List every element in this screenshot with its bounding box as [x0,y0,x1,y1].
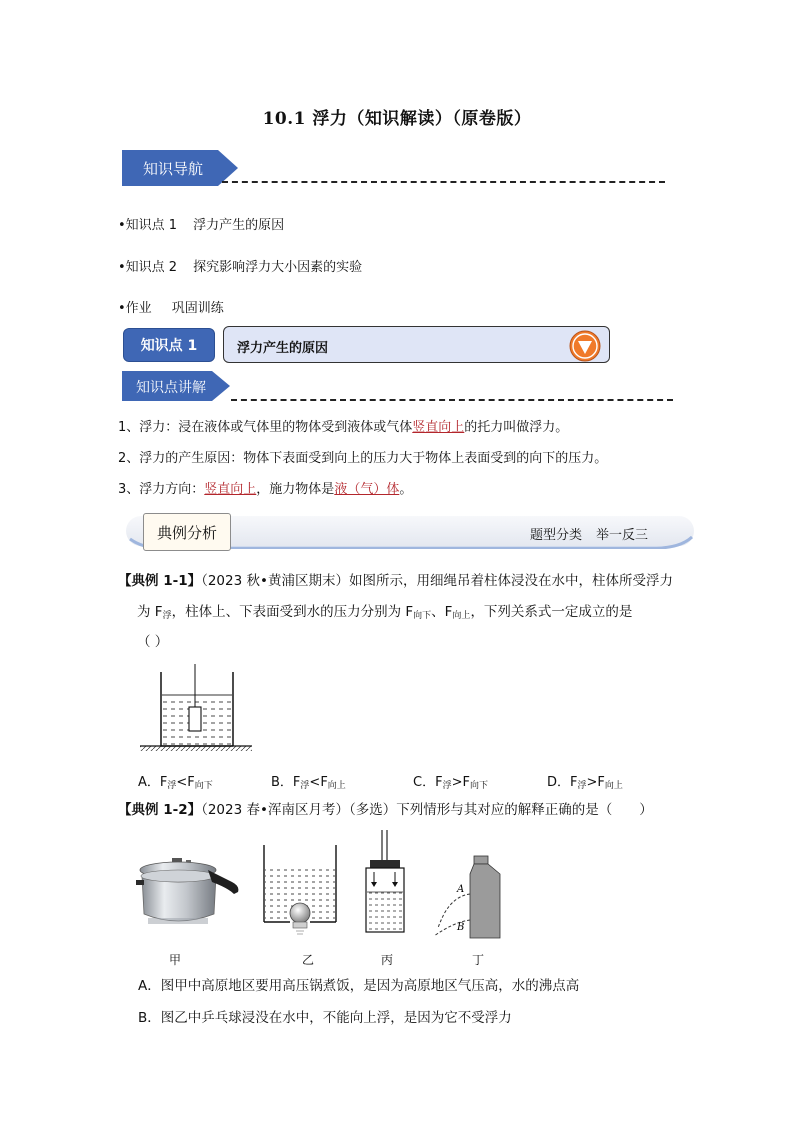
figure-submerged-cylinder [138,664,256,754]
hole-b-label: B [457,922,465,933]
opt-sub: 浮 [300,781,310,791]
point-3-highlight-1: 竖直向上 [204,482,257,497]
opt-text: B．F [271,775,301,790]
nav-item-text: 巩固训练 [171,301,224,316]
opt-text: A．F [138,775,168,790]
figure-container-holes [426,852,506,942]
nav-item-3[interactable] [118,297,224,316]
opt-text: >F [451,775,470,790]
point-2: 2、浮力的产生原因：物体下表面受到向上的压力大于物体上表面受到的向下的压力。 [118,451,608,466]
option-c[interactable] [413,771,488,791]
opt-sub: 向下 [469,781,488,791]
page-title: 10.1 浮力（知识解读）（原卷版） [262,109,532,129]
q-sub: 向上 [452,611,471,621]
figure-ping-pong-ball [262,843,338,937]
point-1 [118,416,568,435]
nav-item-text: 探究影响浮力大小因素的实验 [193,260,363,275]
opt-text: D．F [547,775,578,790]
nav-item-2[interactable] [118,256,362,275]
point-1-text-end: 的托力叫做浮力。 [464,420,569,435]
question-1-1-line-1 [118,573,673,589]
nav-tab-label: 知识导航 [143,160,204,178]
point-1-text: 1、浮力：浸在液体或气体里的物体受到液体或气体 [118,420,413,435]
caption-bing: 丙 [381,953,394,967]
hole-a-label: A [457,884,465,895]
nav-bullet: • [118,218,126,233]
opt-text: <F [309,775,328,790]
point-3 [118,478,412,497]
option-2-a[interactable]: A．图甲中高原地区要用高压锅煮饭，是因为高原地区气压高，水的沸点高 [138,978,580,994]
caption-ding: 丁 [472,953,485,967]
question-tag: 【典例 1-2】 [118,802,202,818]
opt-text: C．F [413,775,443,790]
nav-item-label: 知识点 1 [125,218,178,233]
question-text: （2023 秋•黄浦区期末）如图所示，用细绳吊着柱体浸没在水中，柱体所受浮力 [201,573,673,589]
point-3-text-mid: ，施力物体是 [256,482,335,497]
nav-item-label: 知识点 2 [125,260,178,275]
figure-bottle-tube [362,830,408,936]
option-b[interactable] [271,771,346,791]
opt-sub: 浮 [577,781,587,791]
nav-divider [222,181,665,183]
point-3-text-end: 。 [399,482,413,497]
point-1-highlight: 竖直向上 [412,420,465,435]
option-d[interactable] [547,771,623,791]
triangle-down-icon[interactable] [569,330,601,362]
opt-sub: 向上 [327,781,346,791]
question-1-1-line-2 [137,604,632,622]
opt-sub: 向上 [604,781,623,791]
opt-text: <F [176,775,195,790]
option-a[interactable] [138,771,213,791]
nav-item-text: 浮力产生的原因 [193,218,285,233]
examples-label: 典例分析 [143,513,231,551]
explain-divider [231,399,673,401]
examples-analogy: 举一反三 [596,528,649,543]
question-1-1-line-3: （ ） [137,634,169,650]
caption-yi: 乙 [302,953,315,967]
examples-right-text [530,524,648,543]
opt-text: >F [586,775,605,790]
figure-pressure-cooker [136,856,246,932]
q-text: 为 F [137,604,163,620]
opt-sub: 浮 [442,781,452,791]
knowledge-point-1-heading: 浮力产生的原因 [237,341,329,356]
caption-jia: 甲 [169,953,182,967]
explain-tab-label: 知识点讲解 [136,380,206,396]
point-3-highlight-2: 液（气）体 [334,482,400,497]
nav-bullet: • [118,260,126,275]
nav-item-label: 作业 [125,301,152,316]
q-sub: 浮 [162,611,172,621]
question-text: （2023 春•浑南区月考）（多选）下列情形与其对应的解释正确的是（ ） [201,802,653,818]
q-text: ，下列关系式一定成立的是 [470,604,633,620]
q-sub: 向下 [413,611,432,621]
point-3-text: 3、浮力方向： [118,482,205,497]
nav-bullet: • [118,301,126,316]
opt-sub: 浮 [167,781,177,791]
nav-item-1[interactable] [118,214,284,233]
question-1-2-line-1 [118,802,653,818]
option-2-b[interactable]: B．图乙中乒乓球浸没在水中，不能向上浮，是因为它不受浮力 [138,1010,512,1026]
q-text: ，柱体上、下表面受到水的压力分别为 F [171,604,414,620]
opt-sub: 向下 [194,781,213,791]
question-tag: 【典例 1-1】 [118,573,202,589]
examples-category: 题型分类 [530,528,583,543]
q-text: 、F [431,604,453,620]
knowledge-point-1-badge: 知识点 1 [123,328,215,362]
